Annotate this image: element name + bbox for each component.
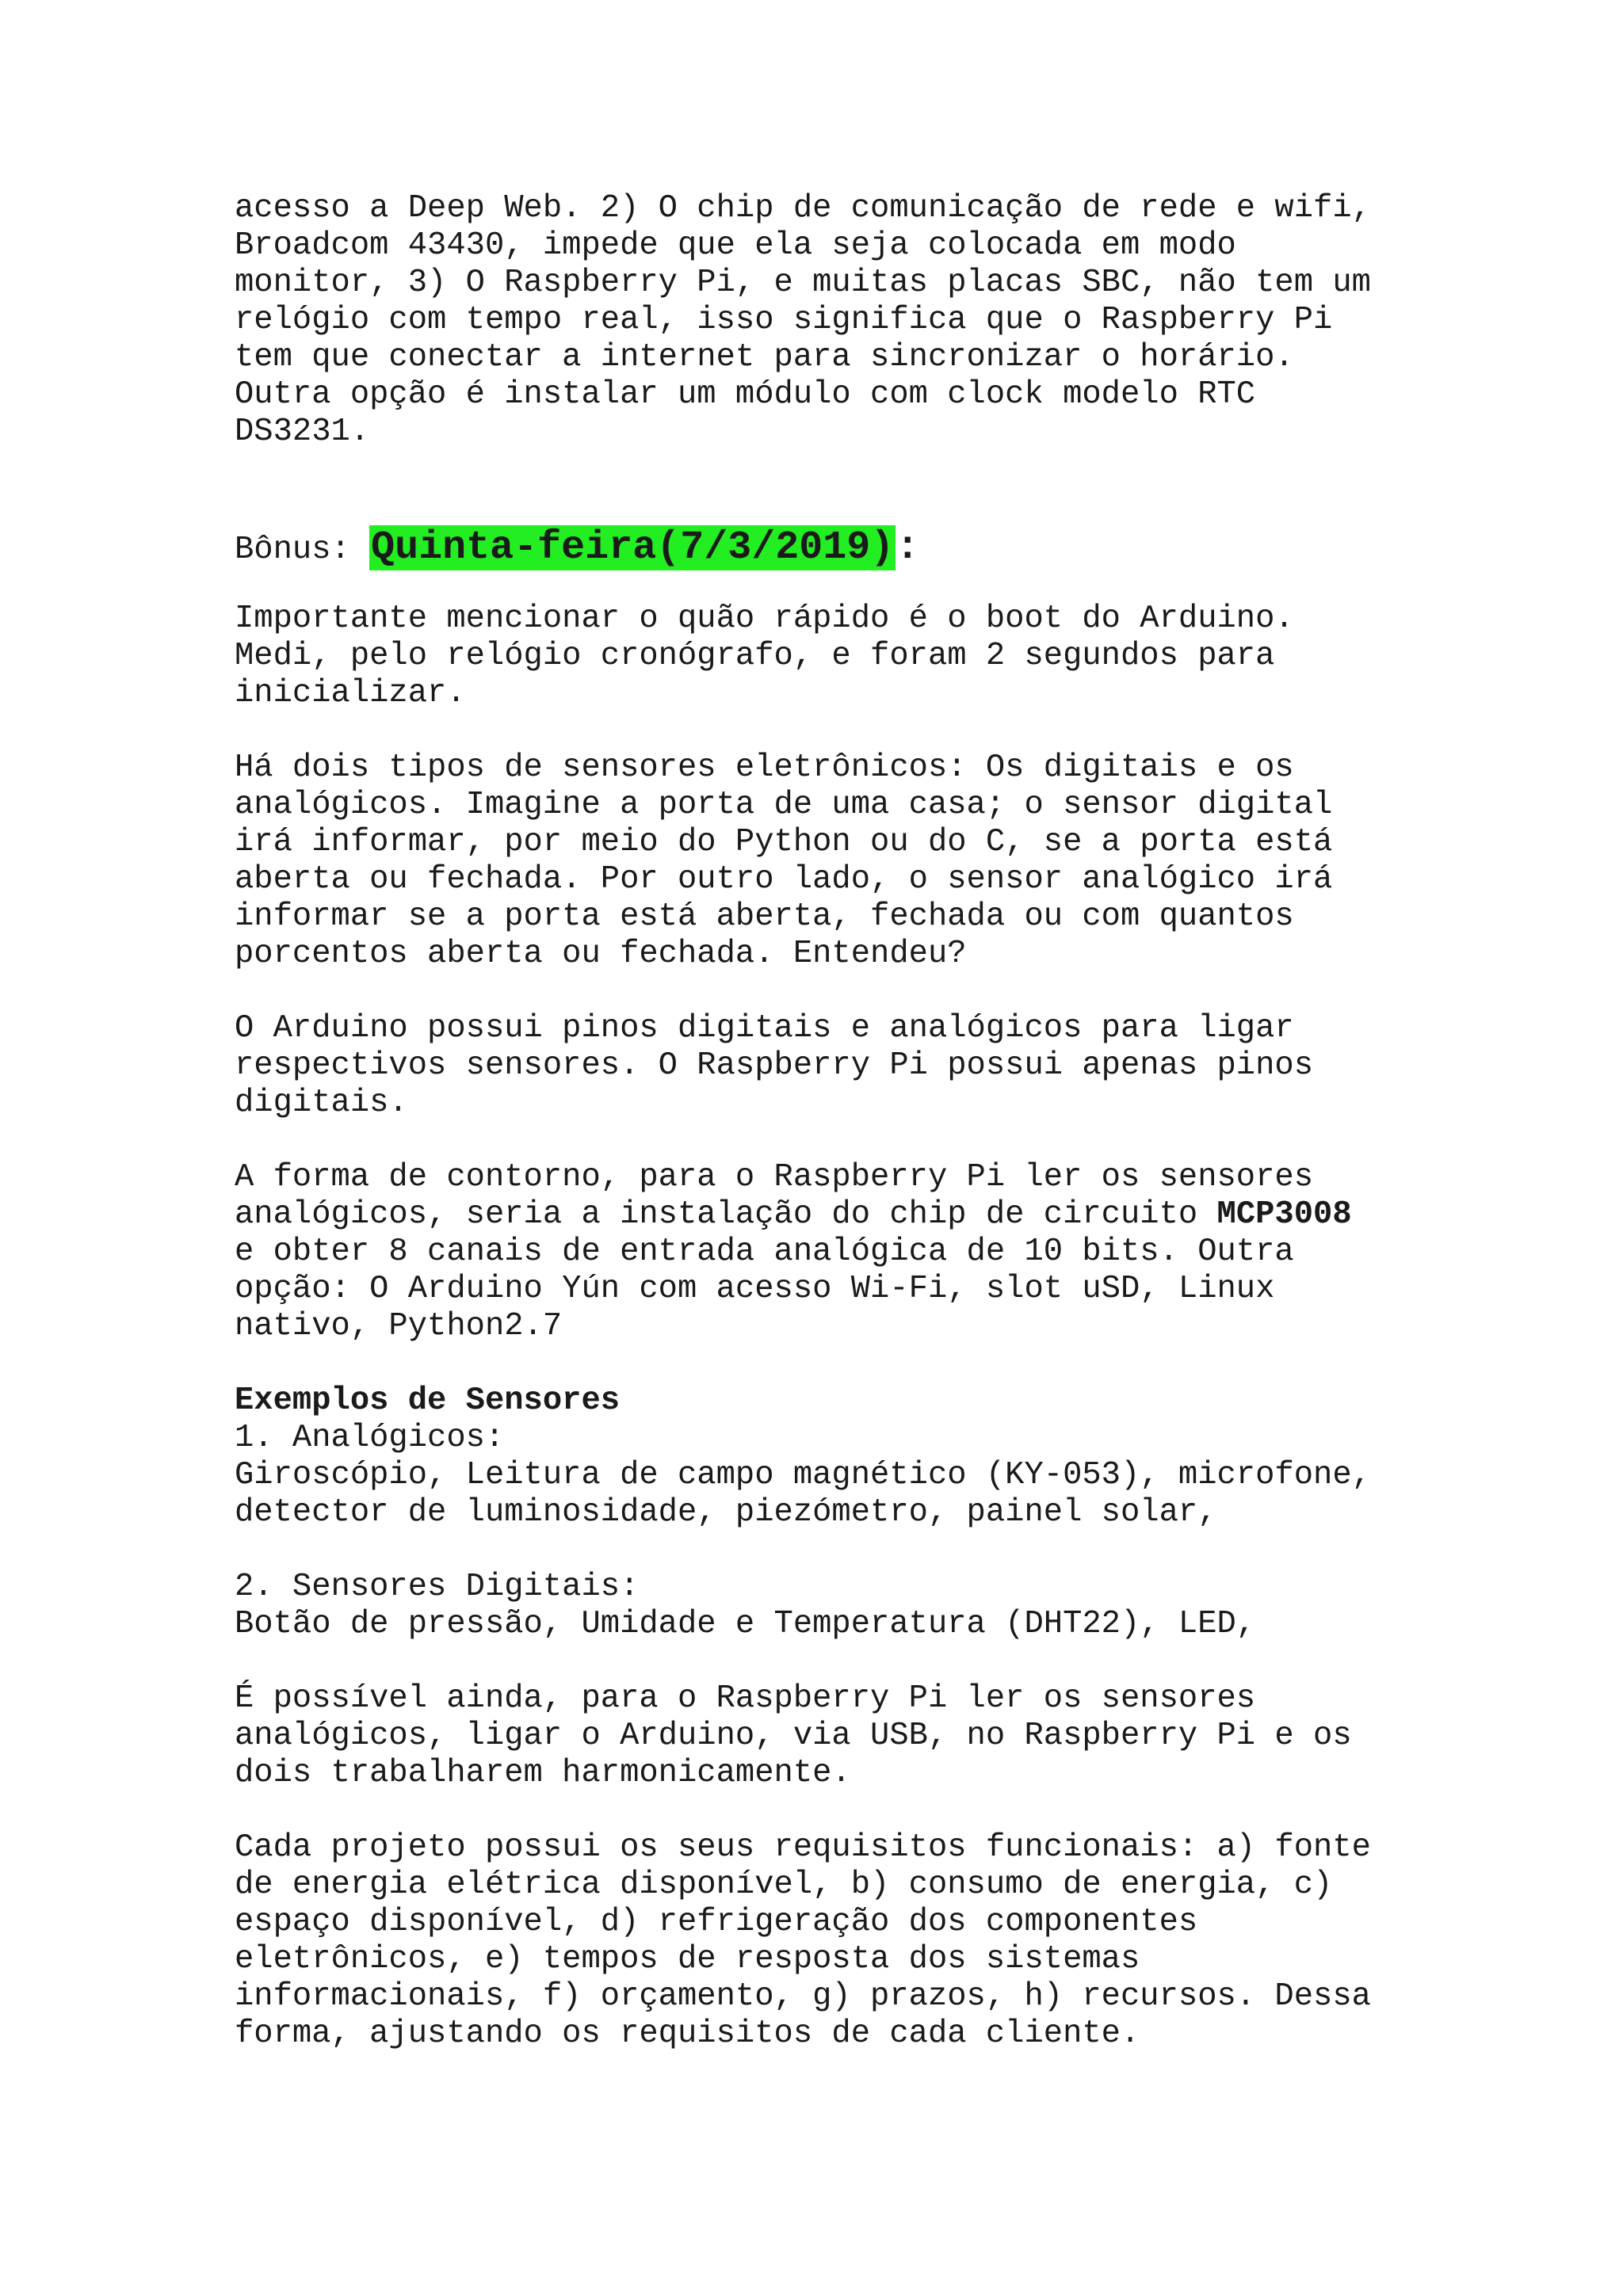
text-line: monitor, 3) O Raspberry Pi, e muitas placas SBC, não tem um	[235, 265, 1371, 301]
text-line: dois trabalharem harmonicamente.	[235, 1755, 851, 1791]
text-line: inicializar.	[235, 675, 466, 711]
text-line: A forma de contorno, para o Raspberry Pi ler os sensores	[235, 1159, 1314, 1196]
digital-title: 2. Sensores Digitais:	[235, 1569, 640, 1605]
boot-paragraph	[235, 601, 1423, 712]
text-line	[235, 1196, 1423, 1234]
text-line: O Arduino possui pinos digitais e analógicos para ligar	[235, 1010, 1294, 1047]
text-line: Giroscópio, Leitura de campo magnético (KY-053), microfone,	[235, 1457, 1371, 1493]
text-line: irá informar, por meio do Python ou do C, se a porta está	[235, 824, 1333, 860]
analog-title: 1. Analógicos:	[235, 1420, 505, 1456]
text-line: porcentos aberta ou fechada. Entendeu?	[235, 936, 967, 972]
text-line: acesso a Deep Web. 2) O chip de comunicação de rede e wifi,	[235, 190, 1371, 227]
digital-sensors-section	[235, 1569, 1423, 1643]
workaround-paragraph	[235, 1159, 1423, 1345]
text-line: informacionais, f) orçamento, g) prazos, h) recursos. Dessa	[235, 1978, 1371, 2015]
text-line: Broadcom 43430, impede que ela seja colocada em modo	[235, 227, 1236, 264]
text-line: Importante mencionar o quão rápido é o boot do Arduino.	[235, 601, 1294, 637]
requirements-paragraph	[235, 1829, 1423, 2053]
text-line: Há dois tipos de sensores eletrônicos: Os digitais e os	[235, 749, 1294, 786]
sensor-types-paragraph	[235, 749, 1423, 973]
text-line: relógio com tempo real, isso significa que o Raspberry Pi	[235, 302, 1333, 338]
bonus-label: Bônus:	[235, 532, 370, 568]
text-line: eletrônicos, e) tempos de resposta dos sistemas	[235, 1941, 1140, 1978]
bonus-heading	[235, 525, 1423, 573]
arduino-pins-paragraph	[235, 1010, 1423, 1122]
examples-section	[235, 1383, 1423, 1531]
bonus-date-highlight: Quinta-feira(7/3/2019)	[371, 525, 895, 570]
intro-paragraph	[235, 190, 1423, 451]
text-line: informar se a porta está aberta, fechada ou com quantos	[235, 898, 1294, 935]
text-line: Cada projeto possui os seus requisitos funcionais: a) fonte	[235, 1829, 1371, 1866]
chip-name: MCP3008	[1216, 1196, 1352, 1233]
text-segment: analógicos, seria a instalação do chip de circuito	[235, 1196, 1217, 1233]
text-line: respectivos sensores. O Raspberry Pi possui apenas pinos	[235, 1047, 1314, 1084]
document-page	[235, 190, 1423, 2090]
text-line: analógicos. Imagine a porta de uma casa; o sensor digital	[235, 787, 1333, 823]
text-line: nativo, Python2.7	[235, 1308, 563, 1344]
text-line: digitais.	[235, 1085, 408, 1121]
text-line: aberta ou fechada. Por outro lado, o sensor analógico irá	[235, 861, 1333, 898]
text-line: de energia elétrica disponível, b) consumo de energia, c)	[235, 1867, 1333, 1903]
text-line: analógicos, ligar o Arduino, via USB, no Raspberry Pi e os	[235, 1718, 1352, 1754]
text-line: Medi, pelo relógio cronógrafo, e foram 2 segundos para	[235, 638, 1275, 674]
text-line: Outra opção é instalar um módulo com clock modelo RTC	[235, 376, 1256, 413]
text-line: opção: O Arduino Yún com acesso Wi-Fi, slot uSD, Linux	[235, 1271, 1275, 1307]
bonus-colon: :	[896, 525, 920, 570]
text-line: espaço disponível, d) refrigeração dos componentes	[235, 1904, 1198, 1940]
text-line: e obter 8 canais de entrada analógica de 10 bits. Outra	[235, 1234, 1294, 1270]
text-line: DS3231.	[235, 414, 370, 450]
usb-paragraph	[235, 1680, 1423, 1792]
text-line: detector de luminosidade, piezómetro, painel solar,	[235, 1494, 1217, 1531]
text-line: Botão de pressão, Umidade e Temperatura (DHT22), LED,	[235, 1606, 1256, 1642]
text-line: tem que conectar a internet para sincronizar o horário.	[235, 339, 1294, 376]
examples-heading: Exemplos de Sensores	[235, 1383, 621, 1419]
text-line: É possível ainda, para o Raspberry Pi ler os sensores	[235, 1680, 1256, 1717]
text-line: forma, ajustando os requisitos de cada cliente.	[235, 2016, 1140, 2052]
